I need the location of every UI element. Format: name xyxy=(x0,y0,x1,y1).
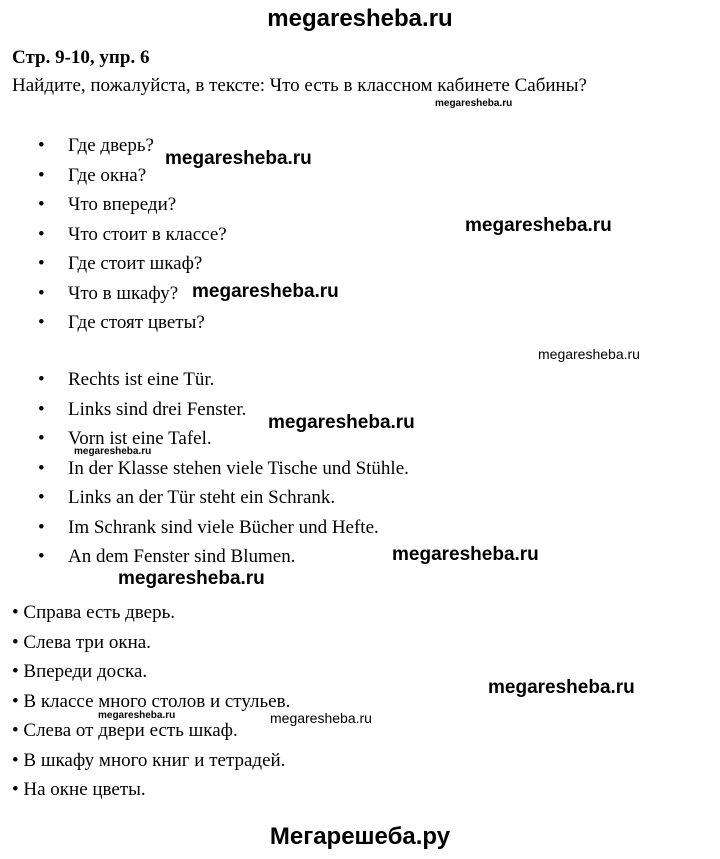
russian-answer-item: • Слева три окна. xyxy=(12,631,151,653)
question-item: • Где дверь? xyxy=(0,134,227,164)
german-answers-list xyxy=(0,368,409,575)
russian-answer-item: • Впереди доска. xyxy=(12,661,148,682)
question-item: • Где стоит шкаф? xyxy=(0,252,227,282)
question-item: • Где стоят цветы? xyxy=(0,311,227,341)
german-answer-item: • In der Klasse stehen viele Tische und Stühle. xyxy=(0,457,409,487)
site-header: megaresheba.ru xyxy=(267,5,453,32)
russian-answer-item: • В классе много столов и стульев. xyxy=(12,690,291,712)
site-footer: Мегарешеба.ру xyxy=(269,823,451,850)
watermark: megaresheba.ru xyxy=(465,215,612,236)
watermark: megaresheba.ru xyxy=(488,677,635,698)
watermark: megaresheba.ru xyxy=(270,710,372,726)
russian-answers-list xyxy=(0,601,290,808)
watermark: megaresheba.ru xyxy=(392,544,539,565)
watermark: megaresheba.ru xyxy=(192,281,339,302)
watermark: megaresheba.ru xyxy=(538,346,640,362)
watermark: megaresheba.ru xyxy=(165,148,312,169)
german-answer-item: • Vorn ist eine Tafel. xyxy=(0,427,409,457)
russian-answer-item: • Справа есть дверь. xyxy=(12,602,176,623)
question-item: • Где окна? xyxy=(0,164,227,194)
watermark: megaresheba.ru xyxy=(98,710,176,721)
german-answer-item: • Im Schrank sind viele Bücher und Hefte. xyxy=(0,516,409,546)
german-answer-item: • An dem Fenster sind Blumen. xyxy=(0,545,409,575)
german-answer-item: • Links sind drei Fenster. xyxy=(0,398,409,428)
russian-answer-item: • В шкафу много книг и тетрадей. xyxy=(12,749,286,771)
watermark: megaresheba.ru xyxy=(74,446,152,457)
question-item: • Что в шкафу? xyxy=(0,282,227,312)
german-answer-item: • Links an der Tür steht ein Schrank. xyxy=(0,486,409,516)
russian-answer-item: • Слева от двери есть шкаф. xyxy=(12,720,238,741)
german-answer-item: • Rechts ist eine Tür. xyxy=(0,368,409,398)
exercise-instruction: Найдите, пожалуйста, в тексте: Что есть в классном кабинете Сабины? xyxy=(12,75,587,96)
russian-answer-item: • На окне цветы. xyxy=(12,779,146,800)
question-item: • Что стоит в классе? xyxy=(0,223,227,253)
exercise-title: Стр. 9-10, упр. 6 xyxy=(12,47,150,68)
question-item: • Что впереди? xyxy=(0,193,227,223)
watermark: megaresheba.ru xyxy=(118,568,265,589)
watermark: megaresheba.ru xyxy=(268,412,415,433)
watermark: megaresheba.ru xyxy=(435,98,513,109)
